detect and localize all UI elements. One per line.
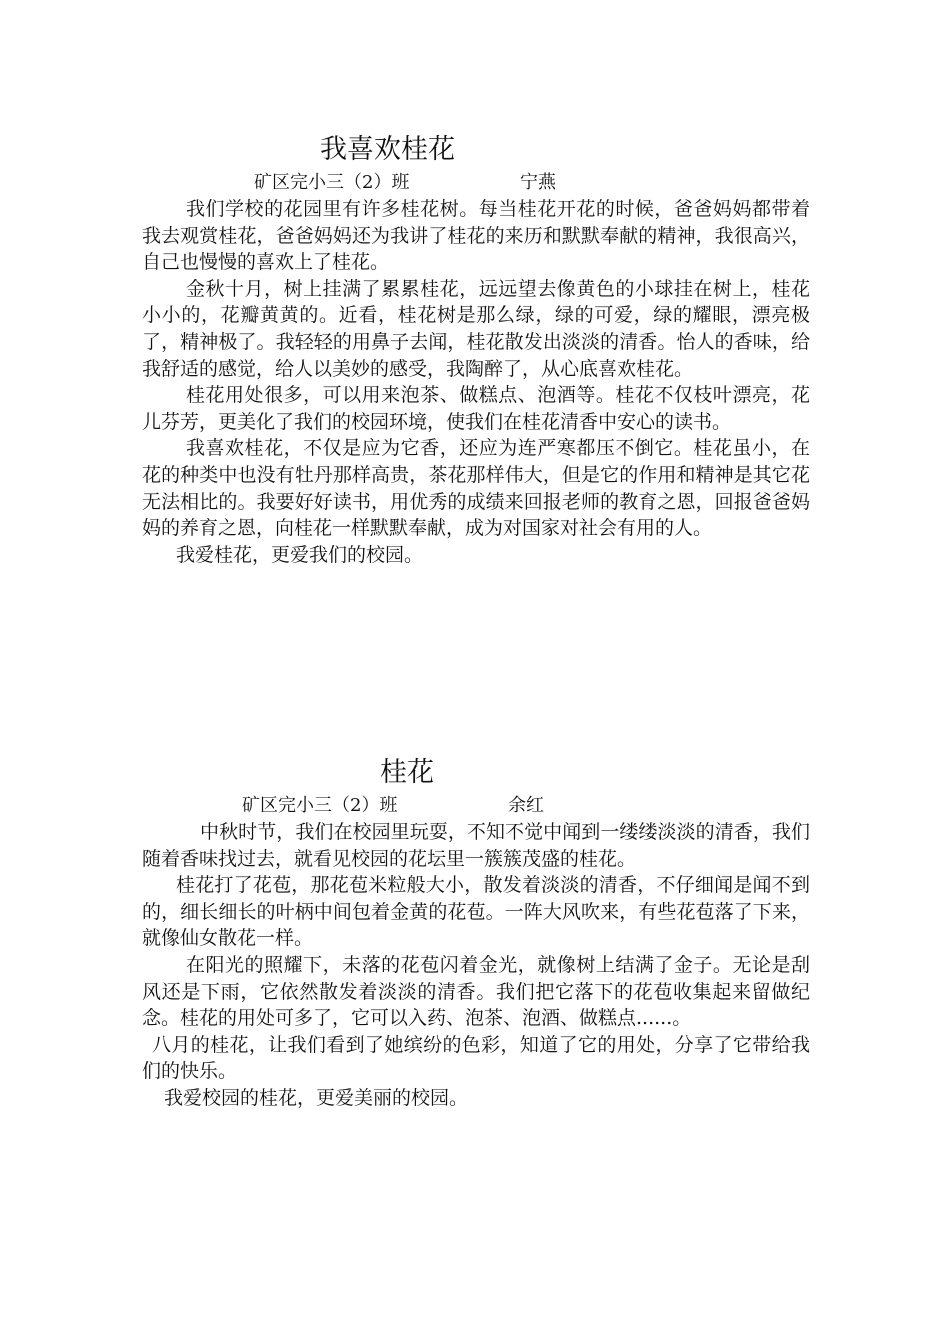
essay-guihua [142, 753, 810, 1112]
essay-title: 桂花 [380, 757, 434, 788]
class-name: 矿区完小三（2）班 [254, 172, 410, 193]
paragraph: 金秋十月，树上挂满了累累桂花，远远望去像黄色的小球挂在树上，桂花小小的，花瓣黄黄的。近看，桂花树是那么绿，绿的可爱，绿的耀眼，漂亮极了，精神极了。我轻轻的用鼻子去闻，桂花散发出淡淡的清香。怡人的香味，给我舒适的感觉，给人以美妙的感受，我陶醉了，从心底喜欢桂花。 [142, 277, 810, 380]
author-name: 余红 [508, 795, 544, 816]
essay-byline [142, 170, 810, 196]
paragraph: 我爱桂花，更爱我们的校园。 [176, 543, 424, 566]
author-name: 宁燕 [520, 172, 556, 193]
paragraph: 我们学校的花园里有许多桂花树。每当桂花开花的时候，爸爸妈妈都带着我去观赏桂花，爸爸妈妈还为我讲了桂花的来历和默默奉献的精神，我很高兴，自己也慢慢的喜欢上了桂花。 [142, 198, 810, 274]
essay-body [142, 196, 810, 568]
essay-byline [142, 793, 810, 819]
paragraph: 桂花打了花苞，那花苞米粒般大小，散发着淡淡的清香，不仔细闻是闻不到的，细长细长的叶柄中间包着金黄的花苞。一阵大风吹来，有些花苞落了下来，就像仙女散花一样。 [142, 874, 810, 950]
paragraph: 我喜欢桂花，不仅是应为它香，还应为连严寒都压不倒它。桂花虽小，在花的种类中也没有牡丹那样高贵，茶花那样伟大，但是它的作用和精神是其它花无法相比的。我要好好读书，用优秀的成绩来回报老师的教育之恩，回报爸爸妈妈的养育之恩，向桂花一样默默奉献，成为对国家对社会有用的人。 [142, 437, 810, 540]
paragraph: 我爱校园的桂花，更爱美丽的校园。 [164, 1086, 469, 1109]
essay-body [142, 819, 810, 1112]
paragraph: 八月的桂花，让我们看到了她缤纷的色彩，知道了它的用处，分享了它带给我们的快乐。 [142, 1033, 810, 1083]
class-name: 矿区完小三（2）班 [242, 795, 398, 816]
paragraph: 中秋时节，我们在校园里玩耍，不知不觉中闻到一缕缕淡淡的清香，我们随着香味找过去，就看见校园的花坛里一簇簇茂盛的桂花。 [142, 821, 810, 870]
paragraph: 在阳光的照耀下，未落的花苞闪着金光，就像树上结满了金子。无论是刮风还是下雨，它依然散发着淡淡的清香。我们把它落下的花苞收集起来留做纪念。桂花的用处可多了，它可以入药、泡茶、泡酒、做糕点......。 [142, 953, 810, 1030]
essay-title: 我喜欢桂花 [320, 134, 455, 165]
essay-woxihuan-guihua [142, 130, 810, 568]
paragraph: 桂花用处很多，可以用来泡茶、做糕点、泡酒等。桂花不仅枝叶漂亮，花儿芬芳，更美化了我们的校园环境，使我们在桂花清香中安心的读书。 [142, 384, 810, 433]
